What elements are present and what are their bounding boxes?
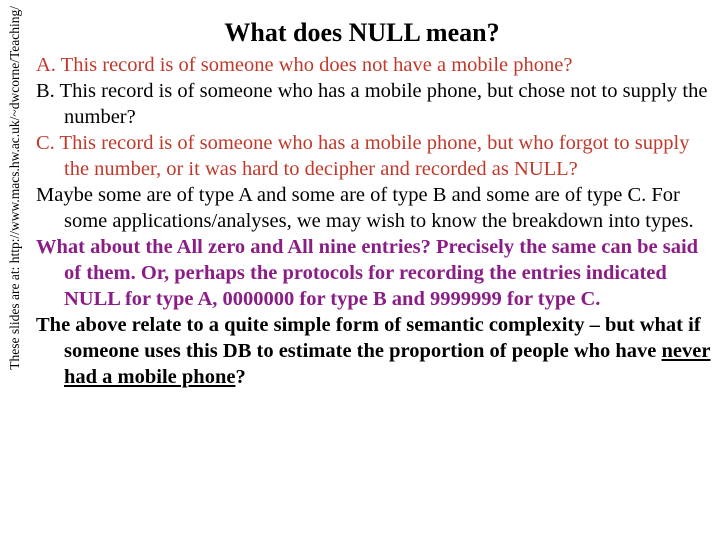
side-note <box>3 6 27 504</box>
option-c: C. This record is of someone who has a mobile phone, but who forgot to supply the number, or it was hard to decipher and recorded as NULL? <box>36 132 690 180</box>
option-b: B. This record is of someone who has a mobile phone, but chose not to supply the number? <box>36 80 708 128</box>
slide-body <box>36 52 712 390</box>
slide-title: What does NULL mean? <box>224 18 500 47</box>
paragraph-types: Maybe some are of type A and some are of type B and some are of type C. For some applications/analyses, we may wish to know the breakdown into types. <box>36 184 694 232</box>
paragraph-semantic <box>36 312 712 390</box>
underlined-phrase: never had a mobile phone <box>64 340 711 388</box>
paragraph-semantic-start: The above relate to a quite simple form of semantic complexity – but what if someone uses this DB to estimate the proportion of people who have <box>36 314 701 362</box>
paragraph-semantic-end: ? <box>235 366 246 388</box>
paragraph-zero-nine: What about the All zero and All nine entries? Precisely the same can be said of them. Or, perhaps the protocols for recording the entries indicated NULL for type A, 0000000 for type B and 9999999 for type C. <box>36 236 699 310</box>
option-a: A. This record is of someone who does not have a mobile phone? <box>36 54 573 76</box>
side-note-text: These slides are at: http://www.macs.hw.ac.uk/~dwcorne/Teaching/ <box>7 6 22 370</box>
